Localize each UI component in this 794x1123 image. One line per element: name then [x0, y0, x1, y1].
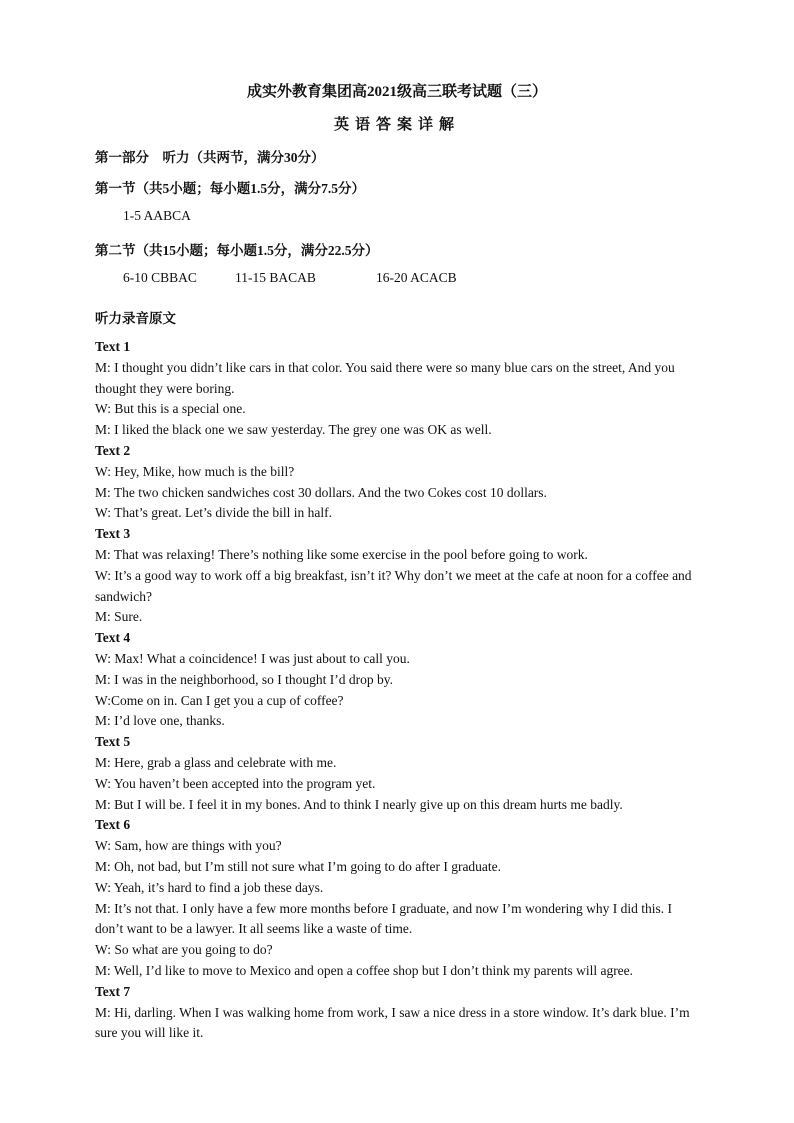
dialogue-line: W: Yeah, it’s hard to find a job these days.: [95, 879, 324, 895]
dialogue-line: W: You haven’t been accepted into the program yet.: [95, 775, 376, 791]
dialogue-line: W: So what are you going to do?: [95, 942, 273, 958]
dialogue-line: M: It’s not that. I only have a few more months before I graduate, and now I’m wondering why I did this. I don’t want to be a lawyer. It all seems like a waste of time.: [95, 900, 672, 937]
text-label: Text 1: [95, 339, 131, 354]
dialogue-line: M: That was relaxing! There’s nothing like some exercise in the pool before going to work.: [95, 546, 588, 562]
dialogue-line: W: It’s a good way to work off a big breakfast, isn’t it? Why don’t we meet at the cafe at noon for a coffee and sandwich?: [95, 567, 692, 604]
dialogue-line: W: But this is a special one.: [95, 401, 246, 417]
section-one-answers: 1-5 AABCA: [123, 208, 191, 223]
transcript: [95, 337, 703, 1044]
transcript-heading: 听力录音原文: [95, 311, 176, 326]
section-two-heading: 第二节（共15小题；每小题1.5分，满分22.5分）: [95, 243, 379, 258]
dialogue-line: M: I’d love one, thanks.: [95, 713, 225, 729]
section-two-answers-11-15: 11-15 BACAB: [235, 270, 316, 285]
section-two-answers-6-10: 6-10 CBBAC: [123, 270, 197, 285]
dialogue-line: M: Sure.: [95, 609, 143, 625]
dialogue-line: M: Here, grab a glass and celebrate with me.: [95, 754, 337, 770]
dialogue-line: W:Come on in. Can I get you a cup of coffee?: [95, 692, 344, 708]
text-label: Text 6: [95, 817, 131, 833]
dialogue-line: W: Max! What a coincidence! I was just about to call you.: [95, 650, 410, 666]
text-label: Text 5: [95, 734, 131, 750]
dialogue-line: M: Well, I’d like to move to Mexico and open a coffee shop but I don’t think my parents will agree.: [95, 962, 634, 978]
dialogue-line: M: I liked the black one we saw yesterday. The grey one was OK as well.: [95, 422, 492, 438]
dialogue-line: M: The two chicken sandwiches cost 30 dollars. And the two Cokes cost 10 dollars.: [95, 484, 547, 500]
dialogue-line: W: Sam, how are things with you?: [95, 838, 282, 854]
text-label: Text 3: [95, 526, 131, 542]
document-subtitle: 英语答案详解: [333, 117, 460, 133]
dialogue-line: M: I was in the neighborhood, so I thought I’d drop by.: [95, 671, 393, 687]
text-label: Text 7: [95, 983, 131, 999]
dialogue-line: M: Hi, darling. When I was walking home from work, I saw a nice dress in a store window. It’s dark blue. I’m sure you will like it.: [95, 1004, 690, 1041]
dialogue-line: M: Oh, not bad, but I’m still not sure what I’m going to do after I graduate.: [95, 858, 502, 874]
text-label: Text 2: [95, 442, 131, 458]
dialogue-line: W: Hey, Mike, how much is the bill?: [95, 463, 295, 479]
section-one-heading: 第一节（共5小题；每小题1.5分，满分7.5分）: [95, 181, 365, 196]
text-label: Text 4: [95, 630, 131, 646]
dialogue-line: M: I thought you didn’t like cars in that color. You said there were so many blue cars on the street, And you thought they were boring.: [95, 359, 675, 396]
part-one-heading: 第一部分 听力（共两节，满分30分）: [95, 150, 325, 165]
section-two-answers-16-20: 16-20 ACACB: [376, 270, 457, 285]
dialogue-line: M: But I will be. I feel it in my bones. And to think I nearly give up on this dream hurts me badly.: [95, 796, 623, 812]
dialogue-line: W: That’s great. Let’s divide the bill in half.: [95, 505, 332, 521]
document-title: 成实外教育集团高2021级高三联考试题（三）: [246, 84, 547, 100]
